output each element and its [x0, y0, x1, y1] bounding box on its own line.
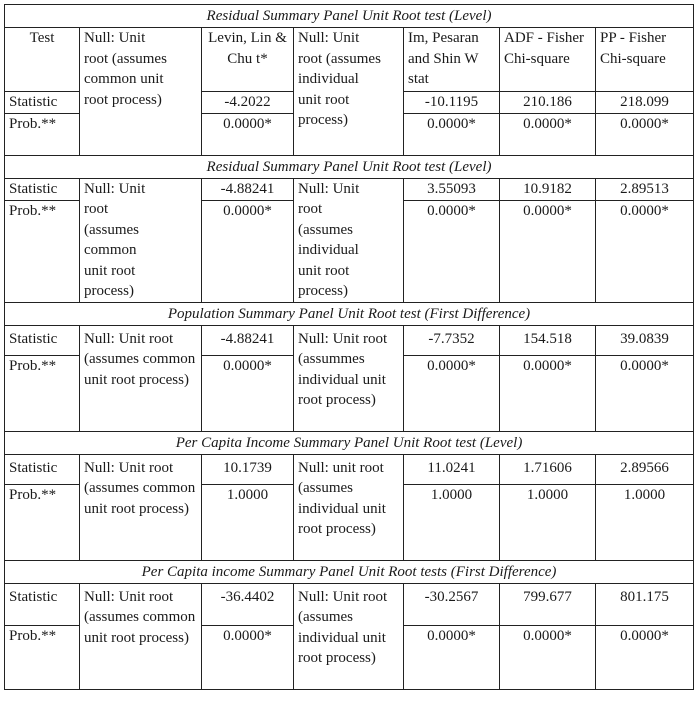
pp-prob: 0.0000*: [596, 625, 694, 689]
col-header-llc: Levin, Lin & Chu t*: [202, 28, 294, 92]
section-title-row: [5, 302, 694, 325]
col-header-test: Test: [5, 28, 80, 92]
statistic-row: [5, 454, 694, 484]
llc-statistic: -4.2022: [202, 92, 294, 114]
llc-statistic: 10.1739: [202, 454, 294, 484]
row-label-prob: Prob.**: [5, 113, 80, 155]
llc-prob: 0.0000*: [202, 355, 294, 431]
section-title: Per Capita Income Summary Panel Unit Root test (Level): [5, 431, 694, 454]
adf-statistic: 10.9182: [500, 178, 596, 200]
ips-prob: 1.0000: [404, 484, 500, 560]
ips-statistic: -10.1195: [404, 92, 500, 114]
null-individual-cell: Null: Unit root (assumes individual unit root process): [294, 583, 404, 689]
null-common-cell: Null: Unit root (assumes common unit root process): [80, 583, 202, 689]
llc-statistic: -4.88241: [202, 178, 294, 200]
pp-statistic: 801.175: [596, 583, 694, 625]
pp-statistic: 39.0839: [596, 325, 694, 355]
pp-prob: 0.0000*: [596, 113, 694, 155]
col-header-pp: PP - Fisher Chi-square: [596, 28, 694, 92]
col-header-adf: ADF - Fisher Chi-square: [500, 28, 596, 92]
ips-statistic: 3.55093: [404, 178, 500, 200]
section-title: Residual Summary Panel Unit Root test (Level): [5, 5, 694, 28]
row-label-statistic: Statistic: [5, 583, 80, 625]
llc-statistic: -4.88241: [202, 325, 294, 355]
row-label-prob: Prob.**: [5, 484, 80, 560]
llc-prob: 0.0000*: [202, 625, 294, 689]
row-label-prob: Prob.**: [5, 625, 80, 689]
ips-prob: 0.0000*: [404, 113, 500, 155]
section-title-row: [5, 155, 694, 178]
header-row: [5, 28, 694, 92]
section-title: Per Capita income Summary Panel Unit Root tests (First Difference): [5, 560, 694, 583]
llc-prob: 1.0000: [202, 484, 294, 560]
row-label-statistic: Statistic: [5, 92, 80, 114]
null-common-cell: Null: Unit root (assumes common unit root process): [80, 325, 202, 431]
adf-statistic: 1.71606: [500, 454, 596, 484]
adf-statistic: 154.518: [500, 325, 596, 355]
adf-prob: 0.0000*: [500, 200, 596, 302]
pp-prob: 1.0000: [596, 484, 694, 560]
row-label-prob: Prob.**: [5, 200, 80, 302]
null-individual-cell: Null: unit root (assumes individual unit root process): [294, 454, 404, 560]
ips-statistic: 11.0241: [404, 454, 500, 484]
pp-statistic: 218.099: [596, 92, 694, 114]
null-individual-cell: Null: Unit root (assumes individual unit root process): [294, 178, 404, 302]
null-common-cell: Null: Unit root (assumes common unit root process): [80, 454, 202, 560]
row-label-statistic: Statistic: [5, 325, 80, 355]
col-header-ips: Im, Pesaran and Shin W stat: [404, 28, 500, 92]
adf-prob: 0.0000*: [500, 625, 596, 689]
row-label-statistic: Statistic: [5, 178, 80, 200]
adf-statistic: 210.186: [500, 92, 596, 114]
adf-statistic: 799.677: [500, 583, 596, 625]
llc-statistic: -36.4402: [202, 583, 294, 625]
row-label-prob: Prob.**: [5, 355, 80, 431]
pp-prob: 0.0000*: [596, 200, 694, 302]
section-title-row: [5, 560, 694, 583]
section-title: Population Summary Panel Unit Root test (First Difference): [5, 302, 694, 325]
ips-prob: 0.0000*: [404, 355, 500, 431]
pp-statistic: 2.89513: [596, 178, 694, 200]
adf-prob: 1.0000: [500, 484, 596, 560]
ips-prob: 0.0000*: [404, 625, 500, 689]
row-label-statistic: Statistic: [5, 454, 80, 484]
section-title: Residual Summary Panel Unit Root test (Level): [5, 155, 694, 178]
null-common-cell: Null: Unit root (assumes common unit root process): [80, 28, 202, 156]
adf-prob: 0.0000*: [500, 113, 596, 155]
panel-unit-root-table: [4, 4, 694, 690]
ips-prob: 0.0000*: [404, 200, 500, 302]
section-title-row: [5, 431, 694, 454]
ips-statistic: -7.7352: [404, 325, 500, 355]
statistic-row: [5, 325, 694, 355]
ips-statistic: -30.2567: [404, 583, 500, 625]
pp-statistic: 2.89566: [596, 454, 694, 484]
statistic-row: [5, 178, 694, 200]
llc-prob: 0.0000*: [202, 200, 294, 302]
section-title-row: [5, 5, 694, 28]
null-common-cell: Null: Unit root (assumes common unit root process): [80, 178, 202, 302]
null-individual-cell: Null: Unit root (assummes individual unit root process): [294, 325, 404, 431]
statistic-row: [5, 583, 694, 625]
null-individual-cell: Null: Unit root (assumes individual unit root process): [294, 28, 404, 156]
llc-prob: 0.0000*: [202, 113, 294, 155]
pp-prob: 0.0000*: [596, 355, 694, 431]
adf-prob: 0.0000*: [500, 355, 596, 431]
